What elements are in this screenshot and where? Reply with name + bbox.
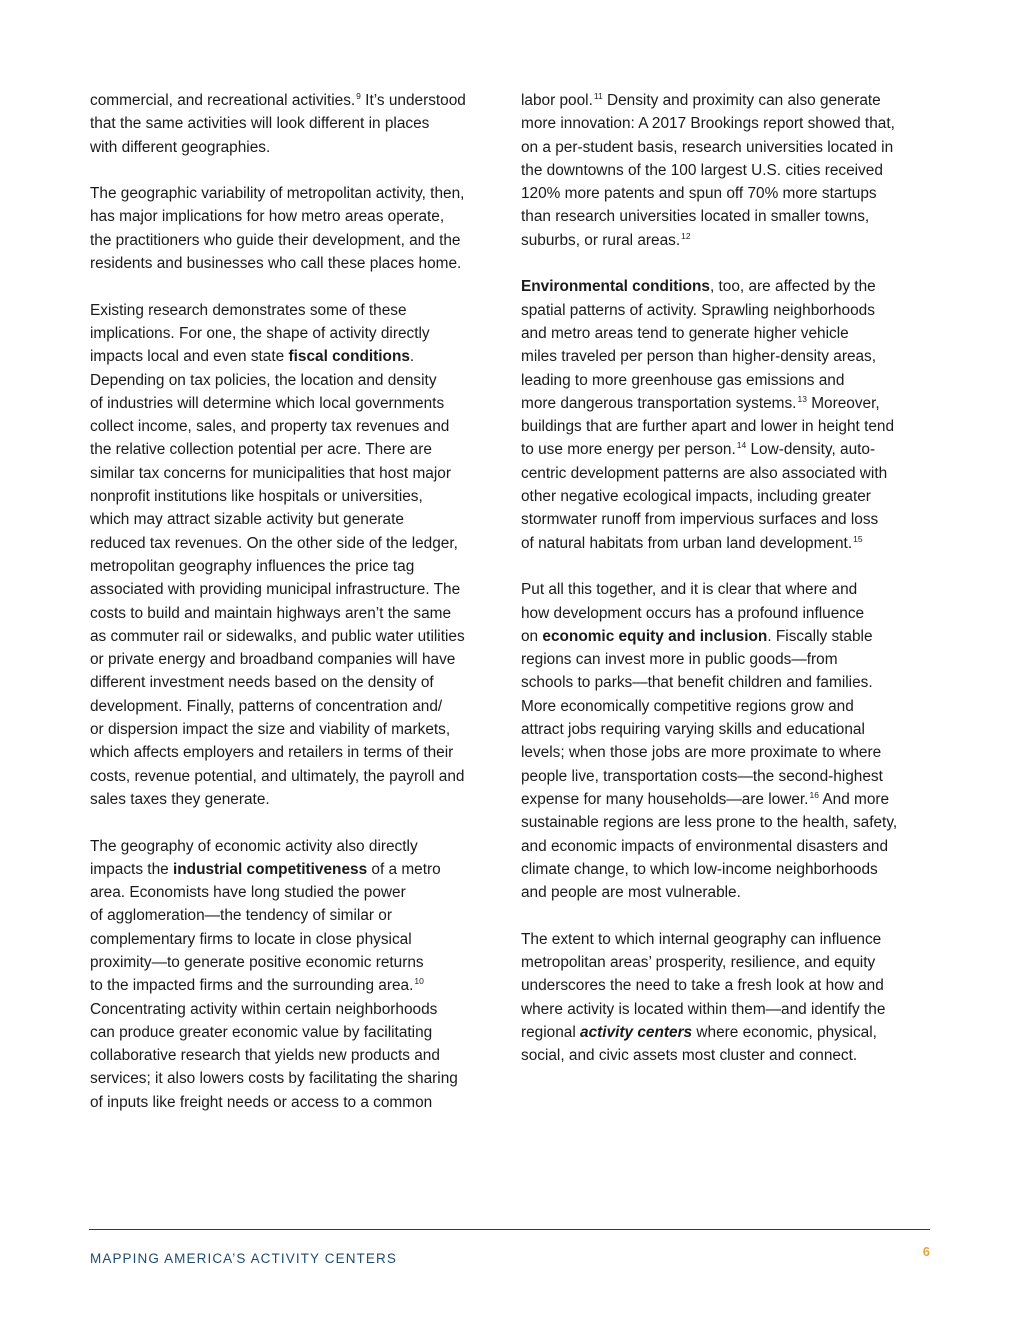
text-line: on a per-student basis, research universities located in [521, 138, 894, 156]
text-line: with different geographies. [90, 138, 271, 156]
text-line: metropolitan geography influences the price tag [90, 557, 415, 575]
footnote-ref[interactable]: 13 [797, 393, 807, 404]
text-line: spatial patterns of activity. Sprawling neighborhoods [521, 301, 875, 319]
text-line: the practitioners who guide their development, and the [90, 231, 461, 249]
text-line: associated with providing municipal infrastructure. The [90, 581, 461, 599]
text-line: attract jobs requiring varying skills and educational [521, 721, 865, 739]
text-line: leading to more greenhouse gas emissions and [521, 371, 845, 389]
text-line: commercial, and recreational activities.$^9$ It’s understood [90, 91, 466, 109]
text-line: similar tax concerns for municipalities that host major [90, 464, 451, 482]
text-line: 120% more patents and spun off 70% more startups [521, 185, 877, 203]
text-line: has major implications for how metro areas operate, [90, 208, 445, 226]
footnote-ref[interactable]: 16 [809, 789, 819, 800]
text-line: residents and businesses who call these places home. [90, 255, 462, 273]
bold-term: industrial competitiveness [172, 860, 368, 878]
left-column [90, 89, 502, 1114]
page-number: 6 [922, 1244, 930, 1259]
text-line: The geographic variability of metropolitan activity, then, [90, 185, 465, 203]
text-line: that the same activities will look different in places [90, 115, 430, 133]
text-line: nonprofit institutions like hospitals or universities, [90, 488, 423, 506]
text-line: which affects employers and retailers in terms of their [90, 744, 454, 762]
text-line: social, and civic assets most cluster and connect. [521, 1047, 858, 1065]
text-line: regions can invest more in public goods—from [521, 651, 838, 669]
text-line: Depending on tax policies, the location and density [90, 371, 437, 389]
text-line: services; it also lowers costs by facilitating the sharing [90, 1070, 458, 1088]
text-line: metropolitan areas’ prosperity, resilience, and equity [521, 953, 876, 971]
text-line: Environmental conditions, too, are affected by the [521, 278, 876, 296]
text-line: costs, revenue potential, and ultimately, the payroll and [90, 767, 465, 785]
footnote-ref[interactable]: 11 [593, 91, 603, 101]
footnote-ref[interactable]: 9 [356, 91, 361, 101]
paragraph-gap [521, 555, 933, 578]
text-line: more dangerous transportation systems.$^{13}$ Moreover, [521, 393, 880, 412]
paragraph-gap [521, 252, 933, 275]
text-line: impacts local and even state fiscal conditions. [90, 348, 415, 366]
text-line: to use more energy per person.$^{14}$ Low-density, auto- [521, 440, 876, 459]
footer-rule [89, 1229, 930, 1230]
text-line: area. Economists have long studied the power [90, 884, 406, 902]
text-line: different investment needs based on the density of [90, 674, 434, 692]
text-line: on economic equity and inclusion. Fiscally stable [521, 627, 873, 645]
text-line: Existing research demonstrates some of these [90, 301, 407, 319]
text-line: can produce greater economic value by facilitating [90, 1023, 433, 1041]
text-line: of inputs like freight needs or access to a common [90, 1093, 433, 1111]
text-line: as commuter rail or sidewalks, and public water utilities [90, 627, 465, 645]
paragraph-gap [90, 159, 502, 182]
text-line: climate change, to which low-income neighborhoods [521, 860, 878, 878]
text-line: levels; when those jobs are more proximate to where [521, 744, 882, 762]
text-line: development. Finally, patterns of concentration and/ [90, 697, 443, 715]
paragraph-gap [90, 811, 502, 834]
text-line: miles traveled per person than higher-density areas, [521, 348, 877, 366]
text-line: of natural habitats from urban land development.$^{15}$ [521, 533, 863, 552]
text-line: reduced tax revenues. On the other side of the ledger, [90, 534, 458, 552]
text-line: collect income, sales, and property tax revenues and [90, 418, 450, 436]
text-line: costs to build and maintain highways aren’t the same [90, 604, 452, 622]
text-line: sales taxes they generate. [90, 790, 270, 808]
text-line: sustainable regions are less prone to the health, safety, [521, 814, 898, 832]
text-line: centric development patterns are also associated with [521, 464, 888, 482]
text-line: buildings that are further apart and lower in height tend [521, 418, 895, 436]
text-line: or private energy and broadband companies will have [90, 651, 456, 669]
footnote-ref[interactable]: 15 [853, 533, 863, 544]
text-line: impacts the industrial competitiveness of a metro [90, 860, 441, 878]
paragraph-gap [90, 275, 502, 298]
footnote-ref[interactable]: 10 [414, 976, 424, 987]
text-line: More economically competitive regions grow and [521, 697, 854, 715]
bold-term: fiscal conditions [288, 348, 410, 366]
text-line: suburbs, or rural areas.$^{12}$ [521, 230, 691, 249]
text-line: the downtowns of the 100 largest U.S. cities received [521, 161, 883, 179]
right-column [521, 89, 933, 1067]
paragraph-gap [521, 904, 933, 927]
text-line: implications. For one, the shape of activity directly [90, 324, 430, 342]
text-line: and economic impacts of environmental disasters and [521, 837, 889, 855]
text-line: of industries will determine which local governments [90, 394, 445, 412]
footnote-ref[interactable]: 14 [736, 440, 747, 451]
text-line: people live, transportation costs—the second-highest [521, 767, 883, 785]
text-line: which may attract sizable activity but generate [90, 511, 404, 529]
text-line: The geography of economic activity also directly [90, 837, 418, 855]
bold-term: Environmental conditions [521, 278, 710, 296]
text-line: expense for many households—are lower.$^{16}$ And more [521, 789, 890, 808]
text-line: other negative ecological impacts, including greater [521, 488, 871, 506]
text-line: where activity is located within them—and identify the [521, 1000, 886, 1018]
text-line: Concentrating activity within certain neighborhoods [90, 1000, 438, 1018]
text-line: more innovation: A 2017 Brookings report showed that, [521, 115, 895, 133]
bold-italic-term: activity centers [580, 1023, 693, 1041]
text-line: schools to parks—that benefit children and families. [521, 674, 873, 692]
text-line: or dispersion impact the size and viability of markets, [90, 721, 451, 739]
text-line: than research universities located in smaller towns, [521, 208, 870, 226]
text-line: labor pool.$^{11}$ Density and proximity can also generate [521, 91, 881, 109]
footnote-ref[interactable]: 12 [681, 230, 691, 241]
text-line: how development occurs has a profound influence [521, 604, 865, 622]
text-line: complementary firms to locate in close physical [90, 930, 412, 948]
text-line: to the impacted firms and the surrounding area.$^{10}$ [90, 976, 424, 995]
footer-title: MAPPING AMERICA’S ACTIVITY CENTERS [90, 1251, 397, 1266]
text-line: the relative collection potential per acre. There are [90, 441, 432, 459]
bold-term: economic equity and inclusion [542, 627, 768, 645]
text-line: underscores the need to take a fresh look at how and [521, 977, 884, 995]
text-line: regional activity centers where economic, physical, [521, 1023, 877, 1041]
text-line: of agglomeration—the tendency of similar or [90, 907, 392, 925]
text-line: proximity—to generate positive economic returns [90, 953, 424, 971]
text-line: The extent to which internal geography can influence [521, 930, 882, 948]
text-line: Put all this together, and it is clear that where and [521, 581, 858, 599]
text-line: stormwater runoff from impervious surfaces and loss [521, 511, 879, 529]
text-line: and people are most vulnerable. [521, 884, 741, 902]
text-line: and metro areas tend to generate higher vehicle [521, 324, 849, 342]
text-line: collaborative research that yields new products and [90, 1047, 440, 1065]
